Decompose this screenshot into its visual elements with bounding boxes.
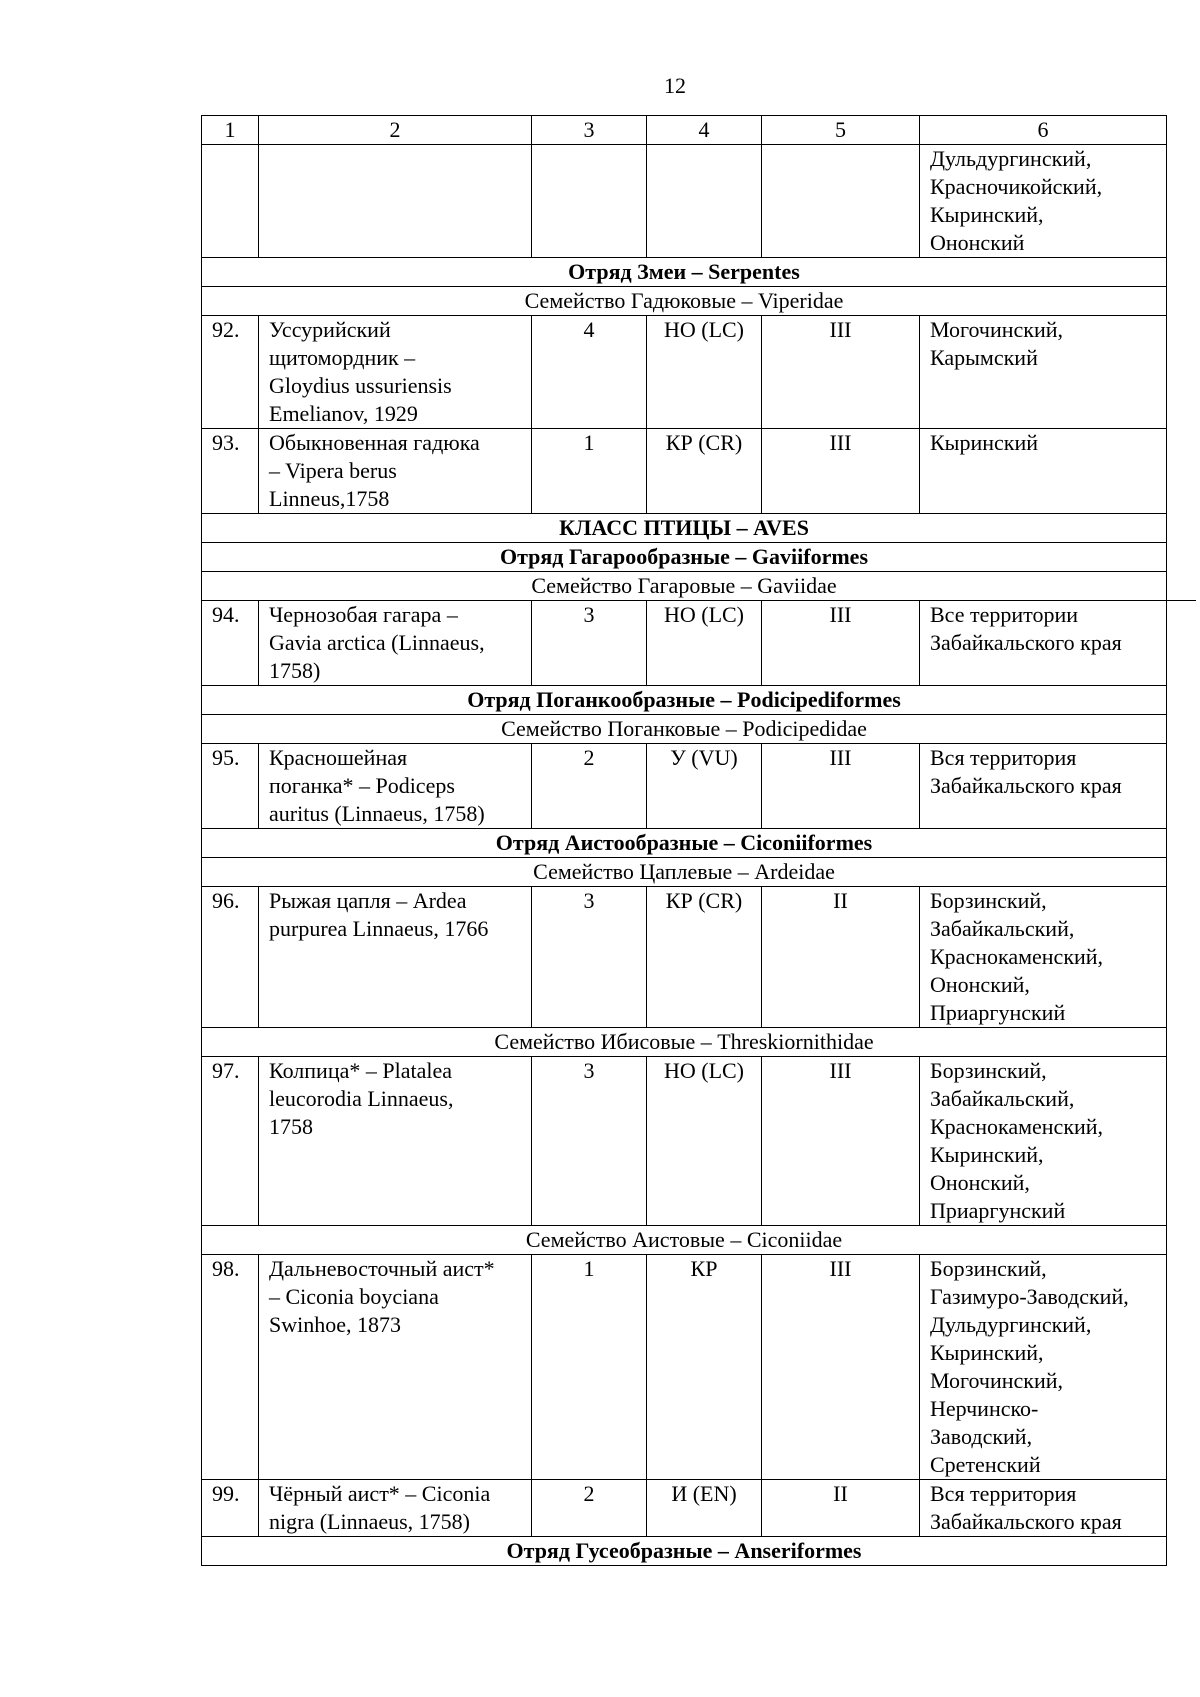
district: Ононский, [930,972,1030,997]
district: Борзинский, [930,888,1047,913]
table-row [202,601,1167,686]
district: Кыринский [930,430,1039,455]
column-number: 4 [647,116,762,145]
district: Ононский [930,230,1025,255]
class-heading: КЛАСС ПТИЦЫ – AVES [202,514,1167,543]
district: Кыринский, [930,1142,1044,1167]
district: Кыринский, [930,202,1044,227]
category-cell: 4 [532,316,647,429]
column-number: 3 [532,116,647,145]
district: Красночикойский, [930,174,1103,199]
table-row [202,744,1167,829]
species-name-cell [259,429,532,514]
species-name-line: – Vipera berus [269,458,397,483]
species-name-line: Красношейная [269,745,408,770]
species-name-line: поганка* – Podiceps [269,773,455,798]
table-row [202,1057,1167,1226]
district: Дульдургинский, [930,1312,1092,1337]
species-name-line: Обыкновенная гадюка [269,430,480,455]
row-number: 93. [202,429,259,514]
page-number: 12 [664,73,686,98]
species-name-line: 1758) [269,658,321,683]
family-heading: Семейство Аистовые – Ciconiidae [202,1226,1167,1255]
family-heading: Семейство Цаплевые – Ardeidae [202,858,1167,887]
table-row [202,429,1167,514]
district: Сретенский [930,1452,1041,1477]
districts-cell [920,316,1167,429]
species-name-line: Колпица* – Platalea [269,1058,452,1083]
family-heading: Семейство Гадюковые – Viperidae [202,287,1167,316]
category-cell: 2 [532,744,647,829]
species-name-line: Linneus,1758 [269,486,390,511]
row-number: 97. [202,1057,259,1226]
table-rule-fragment [1166,600,1196,601]
family-heading: Семейство Ибисовые – Threskiornithidae [202,1028,1167,1057]
species-name-cell [259,316,532,429]
species-name-line: Чернозобая гагара – [269,602,458,627]
level-cell: III [762,744,920,829]
order-heading-row [202,543,1167,572]
district: Борзинский, [930,1256,1047,1281]
category-cell: 3 [532,1057,647,1226]
districts-cell [920,601,1167,686]
species-name-cell [259,1057,532,1226]
district: Забайкальский, [930,916,1075,941]
family-heading-row [202,858,1167,887]
districts-cell [920,1255,1167,1480]
family-heading-row [202,572,1167,601]
order-heading-row [202,258,1167,287]
districts-cell [920,744,1167,829]
districts-cell [920,1480,1167,1537]
district: Приаргунский [930,1198,1066,1223]
species-name-line: Gloydius ussuriensis [269,373,452,398]
district: Все территории [930,602,1078,627]
species-name-cell [259,887,532,1028]
row-number: 92. [202,316,259,429]
order-heading: Отряд Змеи – Serpentes [202,258,1167,287]
order-heading-row [202,1537,1167,1566]
district: Дульдургинский, [930,146,1092,171]
species-name-line: – Ciconia boyciana [269,1284,439,1309]
order-heading-row [202,686,1167,715]
level-cell: III [762,429,920,514]
species-name-line: Рыжая цапля – Ardea [269,888,467,913]
family-heading-row [202,1226,1167,1255]
status-cell: НО (LC) [647,316,762,429]
species-name-cell [259,601,532,686]
species-name-line: Уссурийский [269,317,391,342]
column-number: 5 [762,116,920,145]
table-row [202,887,1167,1028]
district: Краснокаменский, [930,944,1104,969]
status-cell: И (EN) [647,1480,762,1537]
row-number: 95. [202,744,259,829]
species-name-line: Emelianov, 1929 [269,401,418,426]
species-name-cell [259,1255,532,1480]
class-heading-row [202,514,1167,543]
status-cell: НО (LC) [647,1057,762,1226]
status-cell: КР [647,1255,762,1480]
district: Заводский, [930,1424,1033,1449]
species-name-cell [259,744,532,829]
red-book-table [201,115,1167,1566]
district: Забайкальский, [930,1086,1075,1111]
order-heading: Отряд Аистообразные – Ciconiiformes [202,829,1167,858]
district: Борзинский, [930,1058,1047,1083]
district: Ононский, [930,1170,1030,1195]
district: Могочинский, [930,1368,1064,1393]
status-cell: КР (CR) [647,429,762,514]
row-number: 96. [202,887,259,1028]
species-name-line: Swinhoe, 1873 [269,1312,401,1337]
table-row [202,1255,1167,1480]
districts-cell [920,1057,1167,1226]
row-number: 94. [202,601,259,686]
category-cell: 3 [532,601,647,686]
column-number: 1 [202,116,259,145]
species-name-line: щитомордник – [269,345,416,370]
continuation-row [202,145,1167,258]
row-number: 98. [202,1255,259,1480]
table-row [202,1480,1167,1537]
district: Нерчинско- [930,1396,1039,1421]
level-cell: III [762,316,920,429]
level-cell: III [762,601,920,686]
level-cell: II [762,887,920,1028]
districts-cell [920,429,1167,514]
district: Приаргунский [930,1000,1066,1025]
column-number: 6 [920,116,1167,145]
category-cell: 1 [532,1255,647,1480]
family-heading: Семейство Гагаровые – Gaviidae [202,572,1167,601]
order-heading: Отряд Поганкообразные – Podicipediformes [202,686,1167,715]
district: Забайкальского края [930,1509,1122,1534]
status-cell: У (VU) [647,744,762,829]
species-name-line: leucorodia Linnaeus, [269,1086,454,1111]
order-heading: Отряд Гусеобразные – Anseriformes [202,1537,1167,1566]
species-name-cell [259,1480,532,1537]
row-number: 99. [202,1480,259,1537]
districts-cell [920,887,1167,1028]
status-cell: НО (LC) [647,601,762,686]
district: Могочинский, [930,317,1064,342]
order-heading: Отряд Гагарообразные – Gaviiformes [202,543,1167,572]
species-name-line: 1758 [269,1114,313,1139]
species-name-line: Чёрный аист* – Ciconia [269,1481,491,1506]
species-name-line: nigra (Linnaeus, 1758) [269,1509,470,1534]
species-name-line: auritus (Linnaeus, 1758) [269,801,485,826]
district: Вся территория [930,745,1077,770]
district: Забайкальского края [930,630,1122,655]
family-heading-row [202,715,1167,744]
level-cell: III [762,1057,920,1226]
districts-cell [920,145,1167,258]
family-heading: Семейство Поганковые – Podicipedidae [202,715,1167,744]
column-number-row [202,116,1167,145]
level-cell: III [762,1255,920,1480]
family-heading-row [202,1028,1167,1057]
district: Карымский [930,345,1038,370]
column-number: 2 [259,116,532,145]
status-cell: КР (CR) [647,887,762,1028]
district: Вся территория [930,1481,1077,1506]
table-row [202,316,1167,429]
species-name-line: Gavia arctica (Linnaeus, [269,630,485,655]
district: Краснокаменский, [930,1114,1104,1139]
category-cell: 3 [532,887,647,1028]
district: Газимуро-Заводский, [930,1284,1129,1309]
level-cell: II [762,1480,920,1537]
species-name-line: Дальневосточный аист* [269,1256,495,1281]
district: Забайкальского края [930,773,1122,798]
category-cell: 2 [532,1480,647,1537]
order-heading-row [202,829,1167,858]
category-cell: 1 [532,429,647,514]
species-name-line: purpurea Linnaeus, 1766 [269,916,489,941]
family-heading-row [202,287,1167,316]
district: Кыринский, [930,1340,1044,1365]
